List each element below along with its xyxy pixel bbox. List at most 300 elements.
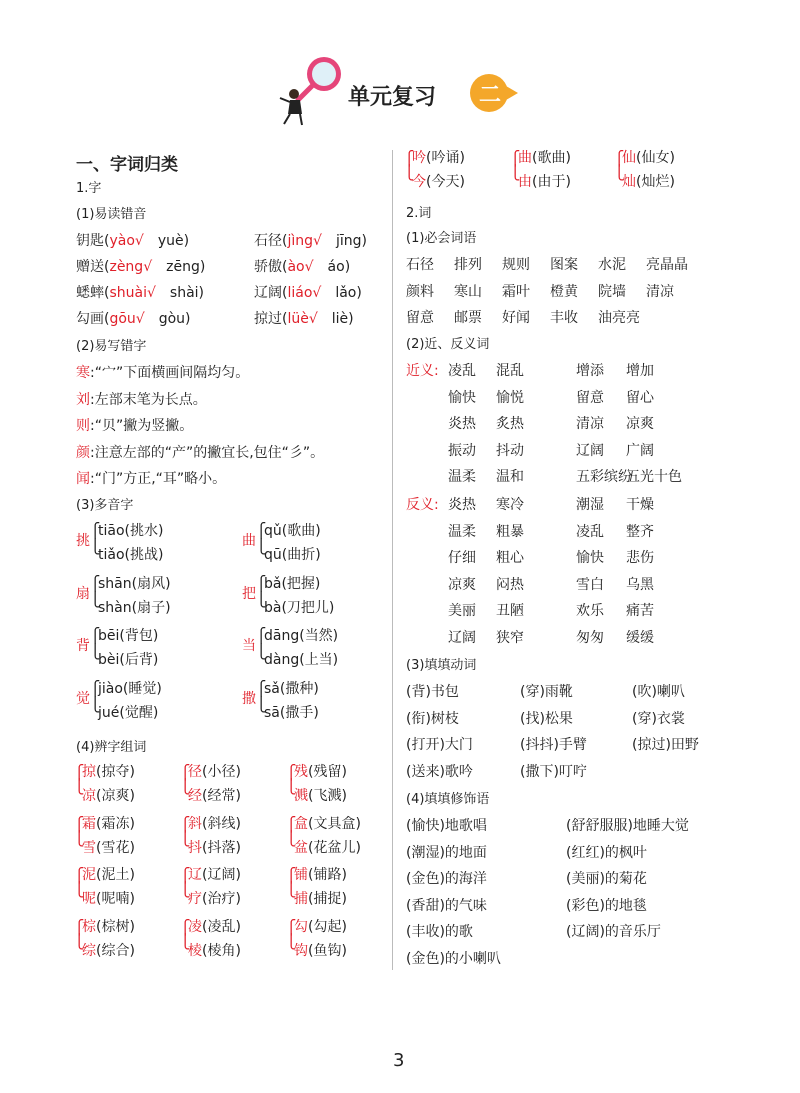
pair-char: 棕	[82, 918, 96, 935]
antonym-word: 美丽	[448, 603, 476, 619]
polyphone-brace-top: ⎧	[90, 523, 101, 539]
pair-word: (捕捉)	[308, 891, 347, 907]
pair-char: 雪	[82, 839, 96, 856]
pair-char: 勾	[294, 918, 308, 935]
polyphone-char: 觉	[76, 690, 90, 707]
pair-brace-bottom: ⎩	[286, 830, 297, 847]
polyphone-reading-a: shān(扇风)	[98, 575, 171, 592]
miswrite-line	[76, 365, 249, 381]
misread-word: 钥匙(	[76, 233, 110, 249]
pair-brace-top: ⎧	[404, 151, 415, 167]
pair-top	[188, 867, 241, 883]
pair-char: 径	[188, 764, 202, 780]
verb-phrase: (找)松果	[520, 710, 573, 727]
polyphone-brace-bottom: ⎩	[90, 591, 101, 608]
polyphone-brace-top: ⎧	[90, 680, 101, 697]
synonym-word: 五彩缤纷	[576, 469, 632, 485]
miswrite-line	[76, 392, 207, 408]
pair-brace-bottom: ⎩	[180, 882, 191, 898]
polyphone-brace-top: ⎧	[256, 680, 267, 697]
polyphone-char: 把	[242, 585, 256, 602]
misread-item	[254, 311, 354, 327]
antonym-word: 温柔	[448, 523, 476, 540]
antonym-word: 愉快	[576, 550, 604, 566]
pair-brace-top: ⎧	[74, 816, 85, 833]
synonym-word: 温柔	[448, 469, 476, 485]
antonym-word: 整齐	[626, 523, 654, 540]
miswrite-char: 闻	[76, 471, 90, 487]
miswrite-note: :“宀”下面横画间隔均匀。	[90, 365, 250, 381]
subsection-chars: 1.字	[76, 181, 102, 196]
pair-brace-top: ⎧	[74, 919, 85, 936]
pair-word: (小径)	[202, 764, 241, 780]
pair-word: (经常)	[202, 788, 241, 804]
pair-char: 灿	[622, 174, 636, 190]
polyphone-brace-top: ⎧	[90, 575, 101, 592]
pair-char: 吟	[412, 150, 426, 166]
misread-word: 勾画(	[76, 311, 110, 327]
pair-char: 溅	[294, 788, 308, 804]
pair-bottom	[294, 943, 347, 959]
pair-brace-bottom: ⎩	[286, 882, 297, 898]
must-word: 橙黄	[550, 283, 578, 300]
syn-label: 近义:	[406, 363, 439, 379]
magnifier-girl-icon	[272, 52, 348, 128]
pair-word: (雪花)	[96, 839, 135, 856]
synonym-word: 抖动	[496, 442, 524, 459]
pair-char: 泥	[82, 867, 96, 883]
pair-brace-top: ⎧	[180, 765, 191, 781]
synonym-word: 炙热	[496, 416, 524, 432]
must-word: 图案	[550, 257, 578, 273]
polyphone-char: 扇	[76, 585, 90, 602]
pair-word: (凉爽)	[96, 788, 135, 804]
pair-word: (仙女)	[636, 150, 675, 166]
modifier-phrase: (金色)的海洋	[406, 871, 487, 887]
pair-word: (霜冻)	[96, 815, 135, 832]
verb-phrase: (撒下)叮咛	[520, 763, 587, 780]
misread-right-pinyin: zèng√	[109, 259, 153, 275]
verb-phrase: (抖抖)手臂	[520, 737, 587, 753]
must-word: 霜叶	[502, 283, 530, 300]
pair-word: (今天)	[426, 174, 465, 190]
pair-bottom	[188, 840, 241, 856]
synonym-word: 愉悦	[496, 389, 524, 406]
polyphone-reading-b: bèi(后背)	[98, 652, 159, 668]
misread-item	[76, 285, 204, 301]
pair-brace-bottom: ⎩	[74, 882, 85, 898]
synonym-word: 增添	[576, 363, 604, 379]
miswrite-note: :注意左部的“产”的撇宜长,包住“彡”。	[90, 444, 325, 461]
pair-char: 盆	[294, 839, 308, 856]
pair-bottom	[188, 943, 241, 959]
pair-top	[188, 919, 241, 935]
polyphone-title: (3)多音字	[76, 498, 134, 513]
misread-wrong-pinyin: jīng)	[335, 233, 367, 249]
antonym-word: 干燥	[626, 497, 654, 513]
polyphone-reading-b: dàng(上当)	[264, 652, 339, 668]
antonym-word: 缓缓	[626, 629, 654, 646]
must-word: 油亮亮	[598, 310, 640, 326]
antonym-word: 粗暴	[496, 523, 524, 540]
pair-top	[518, 150, 571, 166]
pair-brace-bottom: ⎩	[74, 830, 85, 847]
pair-top	[412, 150, 465, 166]
pair-top	[294, 764, 347, 780]
pair-char: 残	[294, 764, 308, 780]
misread-right-pinyin: ào√	[287, 259, 314, 275]
polyphone-brace-bottom: ⎩	[90, 644, 101, 660]
pair-brace-bottom: ⎩	[286, 933, 297, 950]
pair-word: (治疗)	[202, 891, 241, 907]
pair-word: (呢喃)	[96, 891, 135, 907]
misread-wrong-pinyin: liè)	[331, 311, 354, 327]
antonym-word: 丑陋	[496, 603, 524, 619]
pair-bottom	[188, 891, 241, 907]
pair-word: (凌乱)	[202, 918, 241, 935]
modifier-phrase: (彩色)的地毯	[566, 897, 647, 914]
pair-char: 综	[82, 942, 96, 959]
pair-char: 霜	[82, 815, 96, 832]
synonym-word: 凌乱	[448, 363, 476, 379]
pair-brace-bottom: ⎩	[510, 165, 521, 181]
pair-brace-bottom: ⎩	[614, 165, 625, 181]
antonym-word: 辽阔	[448, 629, 476, 646]
polyphone-reading-b: shàn(扇子)	[98, 599, 171, 616]
misread-wrong-pinyin: yuè)	[157, 233, 190, 249]
miswrite-note: :“贝”撇为竖撇。	[90, 418, 194, 434]
pair-word: (勾起)	[308, 918, 347, 935]
pair-brace-top: ⎧	[286, 765, 297, 781]
misread-right-pinyin: gōu√	[109, 311, 145, 327]
misread-item	[76, 259, 205, 275]
pair-char: 辽	[188, 867, 202, 883]
misread-item	[254, 233, 367, 249]
pair-bottom	[294, 891, 347, 907]
synonym-word: 五光十色	[626, 469, 682, 485]
antonym-word: 匆匆	[576, 629, 604, 646]
pair-char: 呢	[82, 891, 96, 907]
synonym-word: 留心	[626, 389, 654, 406]
pair-brace-bottom: ⎩	[180, 779, 191, 795]
must-word: 留意	[406, 310, 434, 326]
pair-char: 凌	[188, 918, 202, 935]
pair-top	[294, 816, 361, 832]
verb-phrase: (穿)衣裳	[632, 710, 685, 727]
must-word: 院墙	[598, 283, 626, 300]
modifier-phrase: (丰收)的歌	[406, 924, 473, 940]
misread-wrong-pinyin: lǎo)	[335, 285, 362, 301]
pair-bottom	[412, 174, 465, 190]
polyphone-brace-top: ⎧	[90, 628, 101, 644]
pair-top	[82, 816, 135, 832]
pair-brace-top: ⎧	[180, 816, 191, 833]
must-word: 寒山	[454, 283, 482, 300]
column-divider	[392, 150, 393, 970]
polyphone-brace-bottom: ⎩	[90, 539, 101, 555]
verb-phrase: (打开)大门	[406, 737, 473, 753]
antonym-word: 雪白	[576, 576, 604, 593]
miswrite-note: :“门”方正,“耳”略小。	[90, 471, 227, 487]
pair-brace-top: ⎧	[74, 765, 85, 781]
synonym-word: 辽阔	[576, 442, 604, 459]
pair-word: (综合)	[96, 942, 135, 959]
miswrite-line	[76, 471, 226, 487]
pair-top	[294, 867, 347, 883]
misread-word: 骄傲(	[254, 259, 288, 275]
misread-word: 辽阔(	[254, 285, 288, 301]
misread-word: 掠过(	[254, 311, 288, 327]
must-word: 排列	[454, 257, 482, 273]
miswrite-char: 刘	[76, 391, 90, 408]
polyphone-brace-bottom: ⎩	[256, 644, 267, 660]
misread-wrong-pinyin: áo)	[327, 259, 351, 275]
must-word: 颜料	[406, 283, 434, 300]
pair-word: (铺路)	[308, 867, 347, 883]
pair-bottom	[294, 788, 347, 804]
pair-word: (辽阔)	[202, 867, 241, 883]
pair-word: (吟诵)	[426, 150, 465, 166]
pair-top	[188, 764, 241, 780]
polyphone-char: 背	[76, 638, 90, 654]
misread-title: (1)易读错音	[76, 207, 147, 222]
polyphone-brace-bottom: ⎩	[256, 539, 267, 555]
polyphone-reading-a: sǎ(撒种)	[264, 680, 319, 697]
pair-top	[188, 816, 241, 832]
modifier-phrase: (美丽)的菊花	[566, 871, 647, 887]
verb-phrase: (送来)歌吟	[406, 763, 473, 780]
pair-bottom	[188, 788, 241, 804]
polyphone-brace-top: ⎧	[256, 628, 267, 644]
misread-right-pinyin: lüè√	[287, 311, 318, 327]
modifier-phrase: (金色)的小喇叭	[406, 950, 501, 967]
misread-item	[254, 285, 362, 301]
pair-top	[82, 919, 135, 935]
ant-label: 反义:	[406, 497, 439, 513]
misread-right-pinyin: liáo√	[287, 285, 322, 301]
antonym-word: 乌黑	[626, 576, 654, 593]
pair-word: (抖落)	[202, 839, 241, 856]
synonym-word: 振动	[448, 442, 476, 459]
synonym-word: 凉爽	[626, 416, 654, 432]
synonym-word: 温和	[496, 469, 524, 485]
must-word: 规则	[502, 257, 530, 273]
misread-right-pinyin: shuài√	[109, 285, 156, 301]
pair-bottom	[622, 174, 675, 190]
pair-bottom	[294, 840, 361, 856]
miswrite-line	[76, 418, 193, 434]
polyphone-reading-a: bēi(背包)	[98, 628, 159, 644]
pair-top	[82, 764, 135, 780]
pair-brace-top: ⎧	[286, 816, 297, 833]
polyphone-reading-a: bǎ(把握)	[264, 575, 321, 592]
pair-brace-top: ⎧	[614, 151, 625, 167]
miswrite-line	[76, 445, 324, 461]
pair-char: 斜	[188, 815, 202, 832]
pair-char: 今	[412, 174, 426, 190]
polyphone-reading-b: tiǎo(挑战)	[98, 547, 164, 563]
miswrite-char: 寒	[76, 365, 90, 381]
synonym-word: 炎热	[448, 416, 476, 432]
pair-bottom	[82, 891, 135, 907]
pair-char: 凉	[82, 788, 96, 804]
must-word: 清凉	[646, 283, 674, 300]
must-word: 好闻	[502, 310, 530, 326]
pair-brace-bottom: ⎩	[180, 933, 191, 950]
subsection-words: 2.词	[406, 206, 432, 221]
pair-char: 钩	[294, 942, 308, 959]
pair-brace-bottom: ⎩	[74, 779, 85, 795]
pair-brace-top: ⎧	[510, 151, 521, 167]
pair-brace-top: ⎧	[74, 868, 85, 884]
synonym-word: 增加	[626, 363, 654, 379]
synonym-word: 混乱	[496, 363, 524, 379]
modifier-phrase: (辽阔)的音乐厅	[566, 924, 661, 940]
polyphone-char: 挑	[76, 533, 90, 549]
misread-wrong-pinyin: shài)	[169, 285, 205, 301]
modifiers-title: (4)填填修饰语	[406, 792, 490, 807]
pair-top	[294, 919, 347, 935]
misread-right-pinyin: yào√	[109, 233, 144, 249]
pair-bottom	[518, 174, 571, 190]
page-number: 3	[393, 1050, 405, 1071]
pair-word: (斜线)	[202, 815, 241, 832]
miswrite-char: 则	[76, 418, 90, 434]
antonym-word: 寒冷	[496, 497, 524, 513]
pair-char: 疗	[188, 891, 202, 907]
pair-brace-top: ⎧	[180, 868, 191, 884]
misread-item	[254, 259, 350, 275]
pair-char: 抖	[188, 839, 202, 856]
polyphone-brace-top: ⎧	[256, 575, 267, 592]
misread-word: 石径(	[254, 233, 288, 249]
antonym-word: 粗心	[496, 550, 524, 566]
verb-phrase: (衔)树枝	[406, 710, 459, 727]
synonym-word: 清凉	[576, 416, 604, 432]
badge-arrow	[506, 86, 518, 100]
polyphone-char: 曲	[242, 533, 256, 549]
antonym-word: 狭窄	[496, 629, 524, 646]
modifier-phrase: (愉快)地歌唱	[406, 818, 487, 834]
antonym-word: 潮湿	[576, 497, 604, 513]
synant-title: (2)近、反义词	[406, 337, 490, 352]
pair-bottom	[82, 840, 135, 856]
pair-char: 由	[518, 174, 532, 190]
pair-word: (飞溅)	[308, 788, 347, 804]
polyphone-reading-b: jué(觉醒)	[98, 704, 159, 721]
pair-char: 铺	[294, 867, 308, 883]
pair-word: (灿烂)	[636, 174, 675, 190]
antonym-word: 凉爽	[448, 576, 476, 593]
misread-word: 蟋蟀(	[76, 285, 110, 301]
verb-phrase: (掠过)田野	[632, 737, 699, 753]
verbs-title: (3)填填动词	[406, 658, 477, 673]
pair-brace-bottom: ⎩	[180, 830, 191, 847]
pair-char: 曲	[518, 150, 532, 166]
misread-item	[76, 311, 191, 327]
must-word: 亮晶晶	[646, 257, 688, 273]
miswrite-title: (2)易写错字	[76, 339, 147, 354]
polyphone-reading-a: qǔ(歌曲)	[264, 523, 321, 539]
pair-bottom	[82, 943, 135, 959]
header-illustration	[272, 52, 348, 128]
must-word: 石径	[406, 257, 434, 273]
polyphone-reading-a: jiào(睡觉)	[98, 680, 162, 697]
modifier-phrase: (潮湿)的地面	[406, 844, 487, 861]
antonym-word: 痛苦	[626, 603, 654, 619]
page-title: 单元复习	[348, 85, 437, 110]
polyphone-brace-bottom: ⎩	[256, 591, 267, 608]
pair-top	[622, 150, 675, 166]
polyphone-reading-b: sā(撒手)	[264, 704, 319, 721]
pair-brace-bottom: ⎩	[286, 779, 297, 795]
polyphone-brace-bottom: ⎩	[90, 696, 101, 713]
misread-wrong-pinyin: gòu)	[158, 311, 191, 327]
polyphone-brace-bottom: ⎩	[256, 696, 267, 713]
polyphone-char: 撒	[242, 690, 256, 707]
pair-char: 经	[188, 788, 202, 804]
misread-wrong-pinyin: zēng)	[166, 259, 206, 275]
antonym-word: 凌乱	[576, 523, 604, 540]
pair-brace-bottom: ⎩	[74, 933, 85, 950]
pair-word: (花盆儿)	[308, 839, 361, 856]
synonym-word: 广阔	[626, 442, 654, 459]
pair-word: (歌曲)	[532, 150, 571, 166]
polyphone-reading-a: dāng(当然)	[264, 628, 339, 644]
miswrite-note: :左部末笔为长点。	[90, 391, 207, 408]
misread-right-pinyin: jìng√	[287, 233, 322, 249]
antonym-word: 悲伤	[626, 550, 654, 566]
synonym-word: 愉快	[448, 389, 476, 406]
pair-bottom	[82, 788, 135, 804]
pair-word: (文具盒)	[308, 815, 361, 832]
must-word: 丰收	[550, 310, 578, 326]
pair-char: 仙	[622, 150, 636, 166]
misread-word: 赠送(	[76, 259, 110, 275]
verb-phrase: (穿)雨靴	[520, 684, 573, 700]
modifier-phrase: (舒舒服服)地睡大觉	[566, 818, 689, 834]
pair-char: 捕	[294, 891, 308, 907]
distinguish-title: (4)辨字组词	[76, 740, 147, 755]
pair-brace-top: ⎧	[286, 919, 297, 936]
pair-word: (残留)	[308, 764, 347, 780]
section-title: 一、字词归类	[76, 155, 178, 175]
miswrite-char: 颜	[76, 444, 90, 461]
antonym-word: 仔细	[448, 550, 476, 566]
must-title: (1)必会词语	[406, 231, 477, 246]
polyphone-reading-a: tiāo(挑水)	[98, 523, 164, 539]
pair-word: (棱角)	[202, 942, 241, 959]
modifier-phrase: (红红)的枫叶	[566, 844, 647, 861]
pair-top	[82, 867, 135, 883]
pair-word: (鱼钩)	[308, 942, 347, 959]
modifier-phrase: (香甜)的气味	[406, 897, 487, 914]
pair-word: (掠夺)	[96, 764, 135, 780]
synonym-word: 留意	[576, 389, 604, 406]
pair-char: 盒	[294, 815, 308, 832]
must-word: 水泥	[598, 257, 626, 273]
pair-brace-top: ⎧	[180, 919, 191, 936]
pair-brace-bottom: ⎩	[404, 165, 415, 181]
must-word: 邮票	[454, 310, 482, 326]
pair-word: (棕树)	[96, 918, 135, 935]
misread-item	[76, 233, 189, 249]
antonym-word: 闷热	[496, 576, 524, 593]
pair-word: (泥土)	[96, 867, 135, 883]
pair-brace-top: ⎧	[286, 868, 297, 884]
verb-phrase: (背)书包	[406, 684, 459, 700]
pair-word: (由于)	[532, 174, 571, 190]
